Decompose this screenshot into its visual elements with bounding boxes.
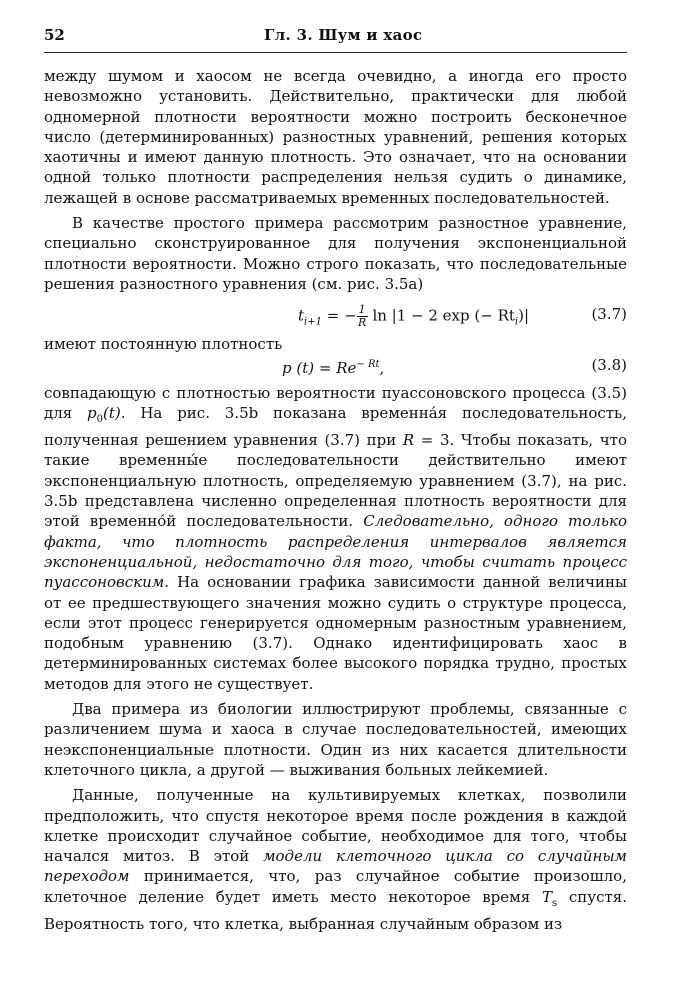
equation-number-3-7: (3.7) [591,305,627,324]
paragraph-6: Данные, полученные на культивируемых клетках, позволили предположить, что спустя некоторое время после рождения в каждой клетке происходит случайное событие, необходимое для того, чтобы начался митоз. В этой модели клеточного цикла со случайным переходом принимается, что, раз случайное событие произошло, клеточное деление будет иметь место некоторое время $T_s$ спустя. Вероятность того, что клетка, выбранная случайным образом из [44,786,627,933]
paragraph-5: Два примера из биологии иллюстрируют проблемы, связанные с различением шума и хаоса в случае последовательностей, имеющих неэкспоненциальные плотности. Один из них касается длительности клеточного цикла, а другой — выживания больных лейкемией. [44,700,627,779]
fraction: $\frac{1}{R}$ [358,303,367,330]
paragraph-2: В качестве простого примера рассмотрим разностное уравнение, специально сконструированное для получения экспоненциальной плотности вероятности. Можно строго показать, что последовательные решения разностного уравнения (см. рис. 3.5a) [44,214,627,293]
header-rule [44,52,627,53]
body-text [44,66,627,934]
emphasis-text: Следовательно, одного только факта, что плотность распределения интервалов является экспоненциальной, недостаточно для того, чтобы считать процесс пуассоновским. [44,512,627,592]
paragraph-1: между шумом и хаосом не всегда очевидно, а иногда его просто невозможно установить. Действительно, практически для любой одномерной плотности вероятности можно построить бесконечное число (детерминированных) разностных уравнений, решения которых хаотичны и имеют данную плотность. Это означает, что на основании одной только плотности распределения нельзя судить о динамике, лежащей в основе рассматриваемых временных последовательностей. [44,67,627,207]
page-header [44,26,627,50]
equation-number-3-8: (3.8) [591,355,627,374]
equation-3-8 [44,355,627,381]
running-head: Гл. 3. Шум и хаос [264,26,423,44]
equation-3-8-formula: p $(t) = Re^{- Rt}$, [282,358,385,377]
paragraph-4: совпадающую с плотностью вероятности пуассоновского процесса (3.5) для $p_0(t)$. На рис. 3.5b показана временна́я последовательность, полученная решением уравнения (3.7) при R = 3. Чтобы показать, что такие временны́е последовательности действительно имеют экспоненциальную плотность, определяемую уравнением (3.7), на рис. 3.5b представлена численно определенная плотность вероятности для этой временно́й последовательности. Следовательно, одного только факта, что плотность распределения интервалов является экспоненциальной, недостаточно для того, чтобы считать процесс пуассоновским. На основании графика зависимости данной величины от ее предшествующего значения можно судить о структуре процесса, если этот процесс генерируется одномерным разностным уравнением, подобным уравнению (3.7). Однако идентифицировать хаос в детерминированных системах более высокого порядка трудно, простых методов для этого не существует. [44,383,627,693]
paragraph-3: имеют постоянную плотность [44,335,283,354]
page-number: 52 [44,26,65,44]
equation-3-7 [44,296,627,332]
equation-3-7-formula: $t_{i+1}$ = − $\frac{1}{R}$ ln |1 − 2 exp (− $Rt_i)|$ [298,303,530,330]
emphasis-text: модели клеточного цикла со случайным переходом [44,847,627,886]
